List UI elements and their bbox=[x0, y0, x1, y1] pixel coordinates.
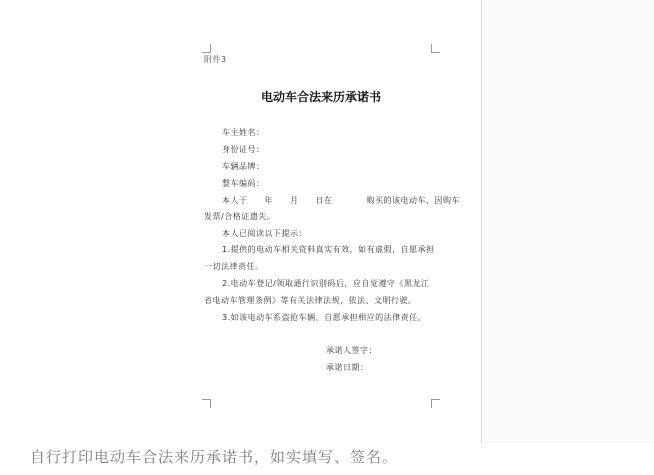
statement-line: 本人于 年 月 日在 购买的该电动车，因购车 bbox=[222, 196, 460, 205]
notice-item: 一切法律责任。 bbox=[204, 262, 264, 271]
signature-field: 承诺人签字： bbox=[326, 346, 377, 355]
notice-item: 省电动车管理条例》等有关法律法规，依法、文明行驶。 bbox=[204, 296, 417, 305]
page-corner-mark bbox=[431, 44, 440, 53]
notice-item: 1.提供的电动车相关资料真实有效，如有虚假，自愿承担 bbox=[222, 245, 435, 254]
caption-text: 自行打印电动车合法来历承诺书，如实填写、签名。 bbox=[30, 448, 399, 466]
notice-item: 3.如该电动车系盗抢车辆，自愿承担相应的法律责任。 bbox=[222, 313, 427, 322]
notice-item: 2.电动车登记/领取通行识别码后，应自觉遵守《黑龙江 bbox=[222, 279, 430, 288]
notice-intro: 本人已阅读以下提示： bbox=[222, 229, 307, 238]
date-field: 承诺日期： bbox=[326, 363, 369, 372]
page-corner-mark bbox=[202, 399, 211, 408]
vehicle-brand-field: 车辆品牌： bbox=[222, 162, 265, 171]
vehicle-code-field: 整车编码： bbox=[222, 179, 265, 188]
attachment-label: 附件3 bbox=[204, 55, 227, 64]
page-corner-mark bbox=[431, 399, 440, 408]
id-number-field: 身份证号： bbox=[222, 145, 265, 154]
page-corner-mark bbox=[202, 44, 211, 53]
owner-name-field: 车主姓名： bbox=[222, 128, 265, 137]
statement-line: 发票/合格证遗失。 bbox=[204, 212, 276, 221]
side-panel bbox=[482, 0, 654, 443]
document-page bbox=[192, 38, 460, 408]
document-title: 电动车合法来历承诺书 bbox=[260, 90, 381, 104]
